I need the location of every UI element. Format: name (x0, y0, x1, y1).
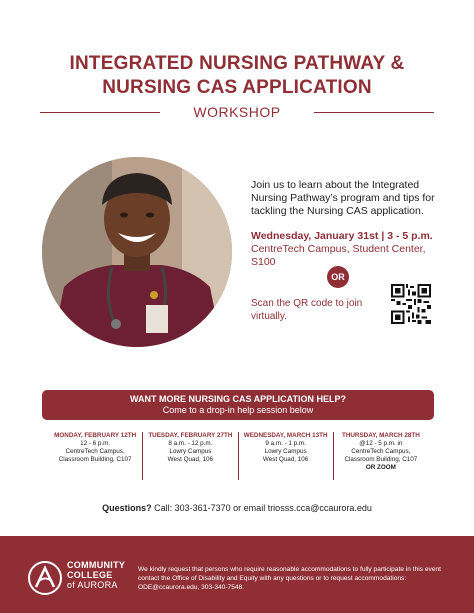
session-place-2: West Quad, 106 (262, 456, 309, 463)
session-item (333, 432, 428, 480)
logo-line-2: COLLEGE (67, 570, 113, 580)
session-list (48, 432, 428, 480)
session-extra: OR ZOOM (365, 464, 396, 471)
session-place-2: Classroom Building, C107 (344, 456, 418, 463)
college-logo-text (67, 560, 125, 590)
session-date: WEDNESDAY, MARCH 13TH (243, 432, 328, 439)
title-line-1: INTEGRATED NURSING PATHWAY & (69, 53, 405, 74)
nurse-illustration (42, 157, 232, 347)
session-time: @12 - 5 p.m. in (359, 440, 403, 447)
accommodations-text: We kindly request that persons who require reasonable accommodations to fully participate in this event contact the Office of Disability and Equity with any questions or to request accommodations: ODE@ccaurora.edu, 303-340-7548. (138, 566, 441, 591)
event-date-time: Wednesday, January 31st | 3 - 5 p.m. (251, 230, 433, 242)
session-place-2: Classroom Building, C107 (58, 456, 132, 463)
session-time: 8 a.m. - 12 p.m. (168, 440, 213, 447)
right-rule (314, 112, 434, 113)
session-place-1: Lowry Campus (264, 448, 307, 455)
scan-instruction: Scan the QR code to join virtually. (251, 298, 363, 322)
nurse-photo (42, 157, 232, 347)
help-heading: WANT MORE NURSING CAS APPLICATION HELP? (130, 394, 346, 404)
session-date: MONDAY, FEBRUARY 12TH (54, 432, 137, 439)
session-time: 9 a.m. - 1 p.m. (265, 440, 306, 447)
help-banner (42, 390, 434, 420)
questions-contact[interactable]: Call: 303-361-7370 or email triosss.cca@ccaurora.edu (151, 503, 372, 513)
subtitle-row (40, 102, 434, 122)
session-place-2: West Quad, 106 (167, 456, 214, 463)
college-logo-icon (28, 561, 62, 595)
session-item (48, 432, 142, 480)
questions-line (0, 502, 474, 514)
subtitle: WORKSHOP (193, 104, 281, 120)
footer (0, 536, 474, 613)
session-date: THURSDAY, MARCH 28TH (341, 432, 420, 439)
session-place-1: CentreTech Campus, (351, 448, 411, 455)
session-place-1: CentreTech Campus, (65, 448, 125, 455)
event-intro: Join us to learn about the Integrated Nursing Pathway’s program and tips for tackling the Nursing CAS application. (251, 179, 435, 217)
or-badge: OR (327, 266, 349, 288)
questions-label: Questions? (102, 503, 152, 513)
session-date: TUESDAY, FEBRUARY 27TH (148, 432, 233, 439)
session-place-1: Lowry Campus (169, 448, 212, 455)
help-subheading: Come to a drop-in help session below (162, 405, 314, 415)
session-item (142, 432, 237, 480)
qr-code-icon[interactable] (391, 284, 431, 324)
event-location: CentreTech Campus, Student Center, S100 (251, 243, 426, 268)
session-time: 12 - 6 p.m. (80, 440, 111, 447)
event-info (251, 179, 441, 269)
title-line-2: NURSING CAS APPLICATION (102, 77, 372, 98)
logo-line-1: COMMUNITY (67, 560, 126, 570)
session-item (238, 432, 333, 480)
logo-line-3: of AURORA (67, 580, 118, 590)
